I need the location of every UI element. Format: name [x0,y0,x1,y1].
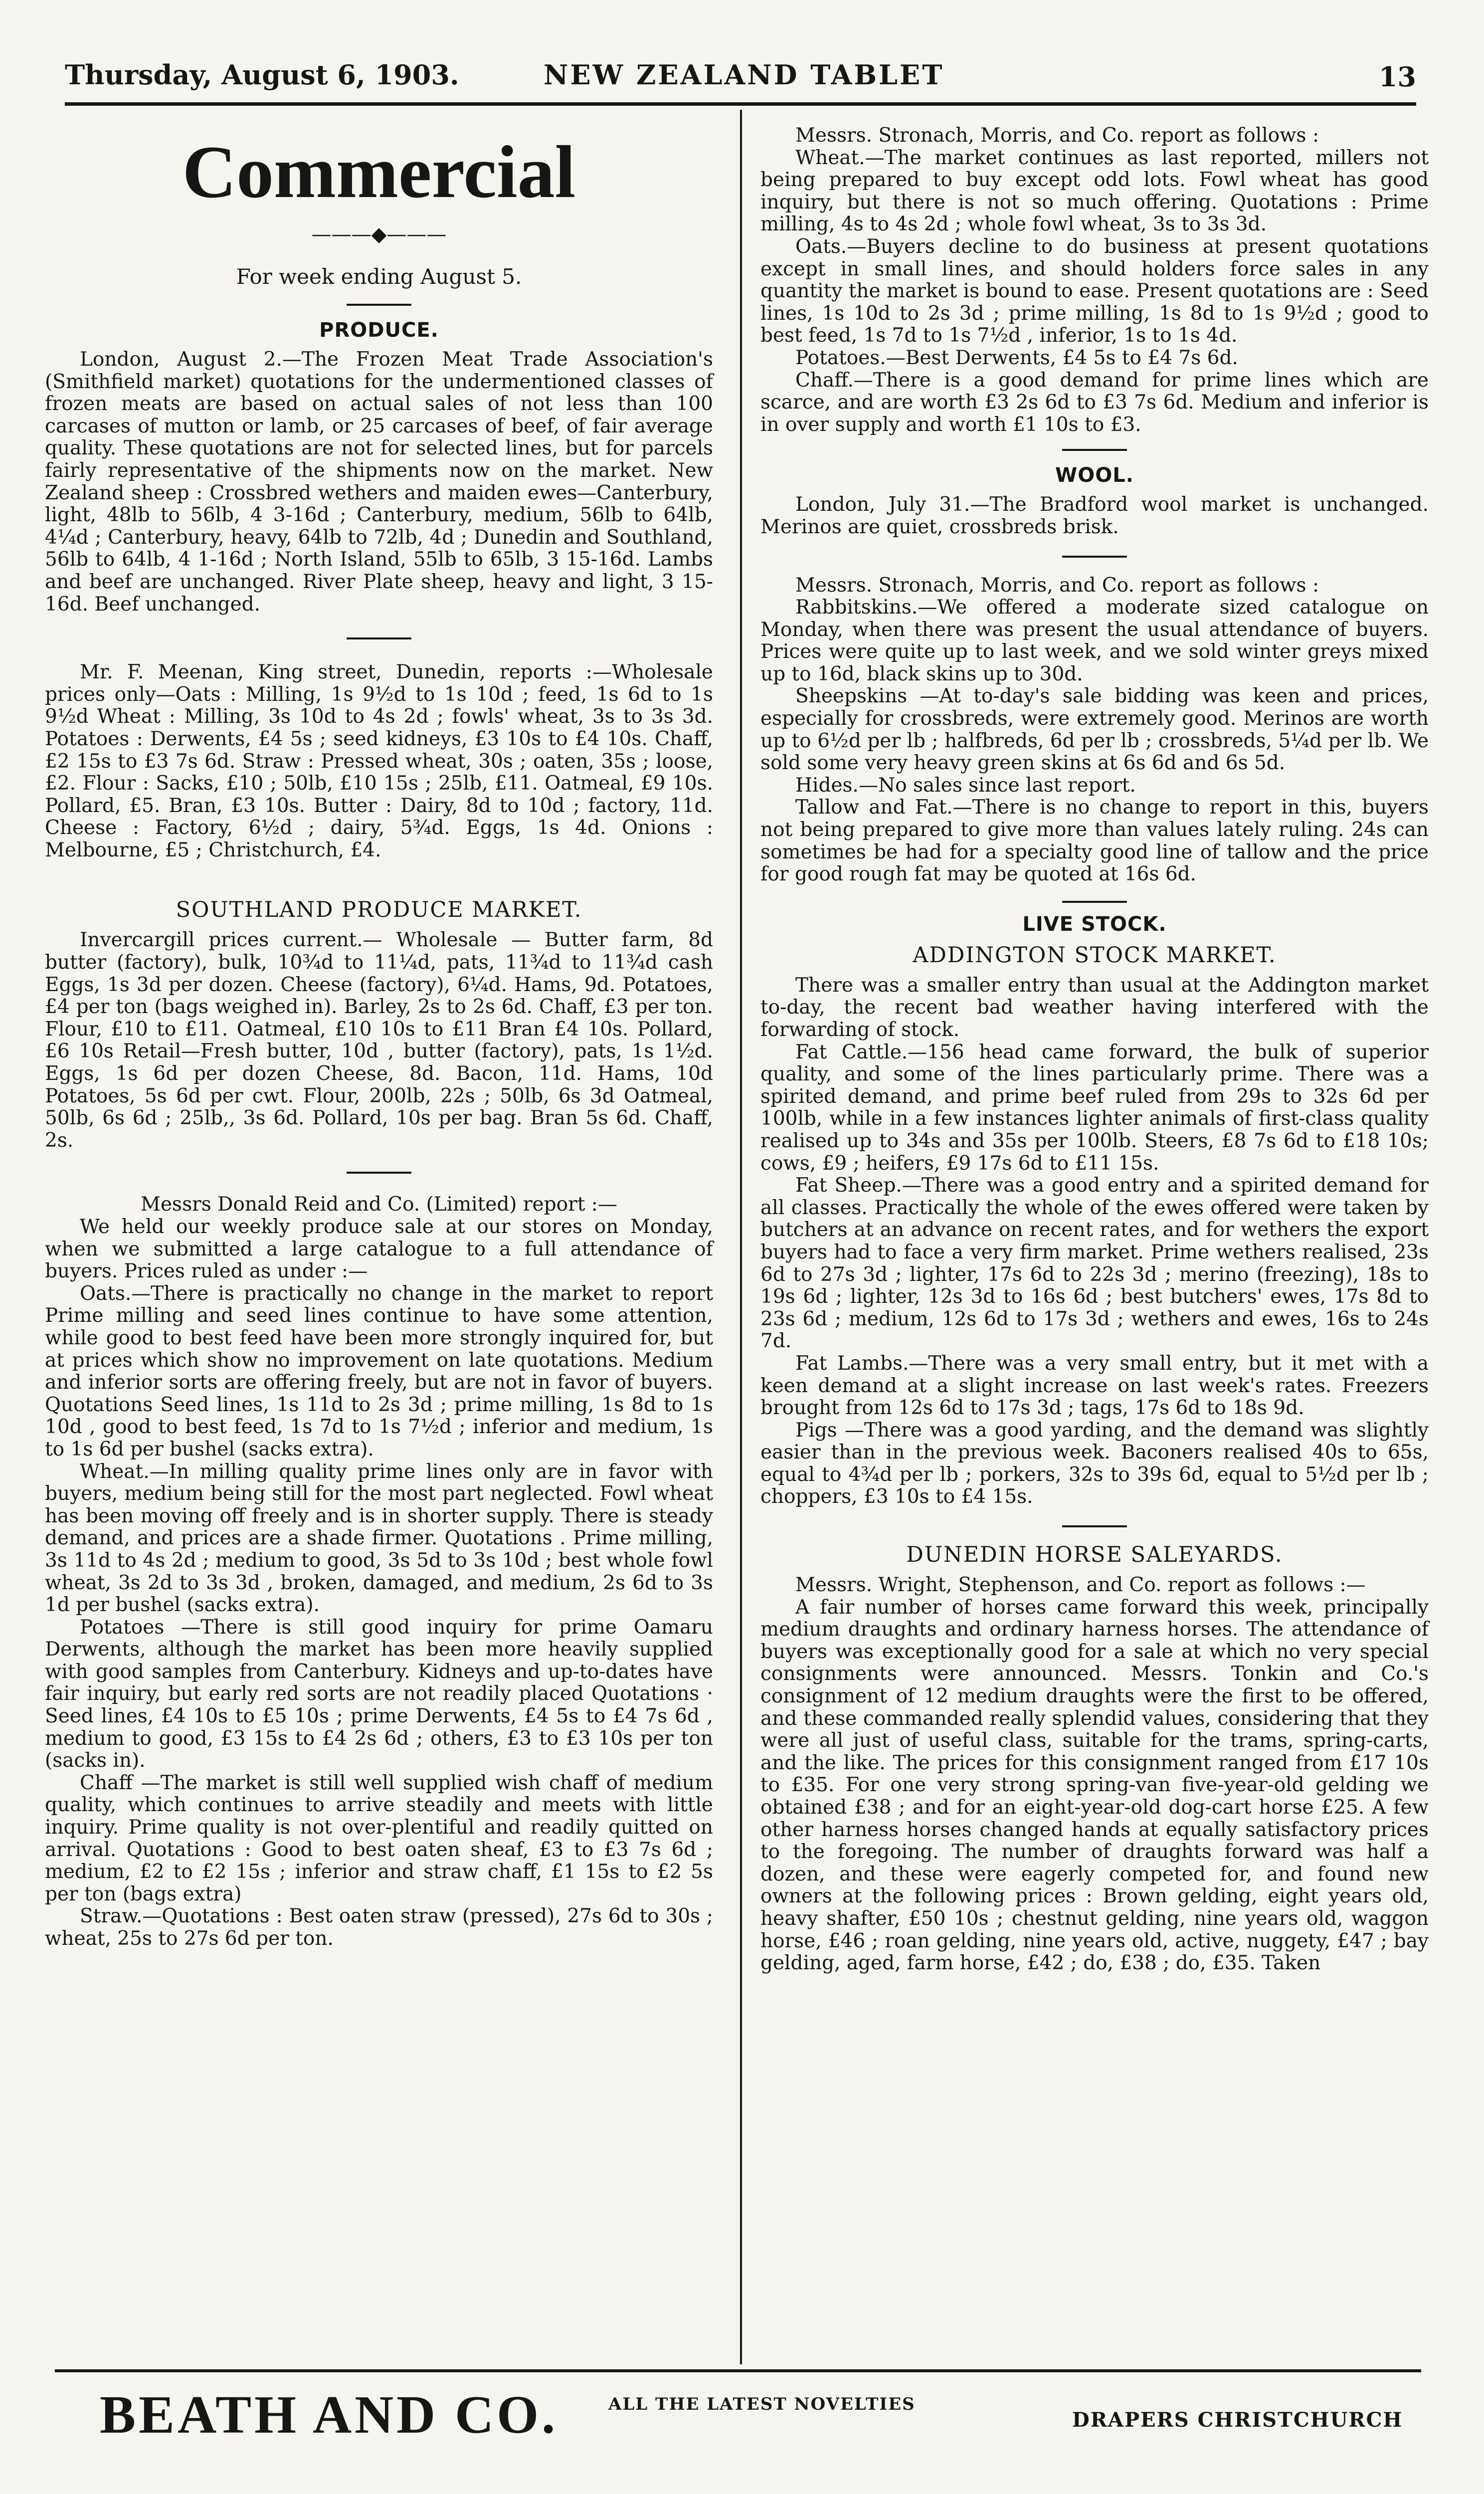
stronach-potatoes: Potatoes.—Best Derwents, £4 5s to £4 7s 6d. [795,346,1238,369]
fat-sheep-report: Fat Sheep.—There was a good entry and a spirited demand for all classes. Practically the whole of the ewes offered were taken by butchers at an advance on recent rates, and for wethers the export buyers had to face a very firm market. Prime wethers realised, 23s 6d to 27s 3d ; lighter, 17s 6d to 22s 3d ; merino (freezing), 18s to 19s 6d ; lighter, 12s 3d to 16s 6d ; best butchers' ewes, 17s 8d to 23s 6d ; medium, 12s 6d to 17s 3d ; wethers and ewes, 16s to 24s 7d. [760,1174,1429,1353]
advertiser-trade: DRAPERS CHRISTCHURCH [1072,2408,1403,2432]
footer-advert [55,2379,1421,2454]
advert-tagline: ALL THE LATEST NOVELTIES [608,2394,916,2414]
addington-report: There was a smaller entry than usual at the Addington market to-day, the recent bad weather having interfered with the forwarding of stock. [760,974,1429,1041]
fat-lambs-report: Fat Lambs.—There was a very small entry, but it met with a keen demand at a slight increase on last week's rates. Freezers brought from 12s 6d to 17s 3d ; tags, 17s 6d to 18s 9d. [760,1352,1429,1420]
short-rule [347,1172,411,1174]
short-rule [347,637,411,639]
reid-intro: Messrs Donald Reid and Co. (Limited) report :— [141,1193,617,1216]
page-header [65,50,1416,100]
page-number: 13 [1378,61,1416,93]
reid-straw: Straw.—Quotations : Best oaten straw (pressed), 27s 6d to 30s ; wheat, 25s to 27s 6d per ton. [45,1905,713,1950]
hides-report: Hides.—No sales since last report. [795,774,1136,797]
addington-heading: ADDINGTON STOCK MARKET. [913,942,1277,968]
stronach2-intro: Messrs. Stronach, Morris, and Co. report as follows : [795,574,1319,597]
reid-oats: Oats.—There is practically no change in the market to report Prime milling and seed lines continue to have some attention, while good to best feed have been more strongly inquired for, but at prices which show no improvement on late quotations. Medium and inferior sorts are offering freely, but are not in favor of buyers. Quotations Seed lines, 1s 11d to 2s 3d ; prime milling, 1s 8d to 1s 10d , good to best feed, 1s 7d to 1s 7½d ; inferior and medium, 1s to 1s 6d per bushel (sacks extra). [45,1282,713,1460]
horse-heading: DUNEDIN HORSE SALEYARDS. [906,1542,1283,1568]
frozen-meat-report: London, August 2.—The Frozen Meat Trade Association's (Smithfield market) quotations for the undermentioned classes of frozen meats are based on actual sales of not less than 100 carcases of mutton or lamb, or 25 carcases of beef, of fair average quality. These quotations are not for selected lines, but for parcels fairly representative of the shipments now on the market. New Zealand sheep : Crossbred wethers and maiden ewes—Canterbury, light, 48lb to 56lb, 4 3-16d ; Canterbury, medium, 56lb to 64lb, 4¼d ; Canterbury, heavy, 64lb to 72lb, 4d ; Dunedin and Southland, 56lb to 64lb, 4 1-16d ; North Island, 55lb to 65lb, 3 15-16d. Lambs and beef are unchanged. River Plate sheep, heavy and light, 3 15-16d. Beef unchanged. [45,348,713,616]
pigs-report: Pigs —There was a good yarding, and the demand was slightly easier than in the previous week. Baconers realised 40s to 65s, equal to 4¾d per lb ; porkers, 32s to 39s 6d, equal to 5½d per lb ; choppers, £3 10s to £4 15s. [760,1419,1429,1508]
reid-potatoes: Potatoes —There is still good inquiry for prime Oamaru Derwents, although the market has been more heavily supplied with good samples from Canterbury. Kidneys and up-to-dates have fair inquiry, but early red sorts are not readily placed Quotations · Seed lines, £4 10s to £5 10s ; prime Derwents, £4 5s to £4 7s 6d , medium to good, £3 15s to £4 2s 6d ; others, £3 to £3 10s per ton (sacks in). [45,1616,713,1772]
reid-chaff: Chaff —The market is still well supplied wish chaff of medium quality, which continues to arrive steadily and meets with little inquiry. Prime quality is not over-plentiful and readily quitted on arrival. Quotations : Good to best oaten sheaf, £3 to £3 7s 6d ; medium, £2 to £2 15s ; inferior and straw chaff, £1 15s to £2 5s per ton (bags extra) [45,1771,713,1905]
reid-wheat: Wheat.—In milling quality prime lines only are in favor with buyers, medium being still for the most part neglected. Fowl wheat has been moving off freely and is in shorter supply. There is steady demand, and prices are a shade firmer. Quotations . Prime milling, 3s 11d to 4s 2d ; medium to good, 3s 5d to 3s 10d ; best whole fowl wheat, 3s 2d to 3s 3d , broken, damaged, and medium, 2s 6d to 3s 1d per bushel (sacks extra). [45,1460,713,1617]
title-ornament: ———◆——— [311,223,447,246]
header-rule [65,102,1416,106]
meenan-report: Mr. F. Meenan, King street, Dunedin, reports :—Wholesale prices only—Oats : Milling, 1s 9½d to 1s 10d ; feed, 1s 6d to 1s 9½d Wheat : Milling, 3s 10d to 4s 2d ; fowls' wheat, 3s to 3s 3d. Potatoes : Derwents, £4 5s ; seed kidneys, £3 10s to £4 10s. Chaff, £2 15s to £3 7s 6d. Straw : Pressed wheat, 30s ; oaten, 35s ; loose, £2. Flour : Sacks, £10 ; 50lb, £10 15s ; 25lb, £11. Oatmeal, £9 10s. Pollard, £5. Bran, £3 10s. Butter : Dairy, 8d to 10d ; factory, 11d. Cheese : Factory, 6½d ; dairy, 5¾d. Eggs, 1s 4d. Onions : Melbourne, £5 ; Christchurch, £4. [45,661,713,861]
produce-heading: PRODUCE. [319,319,439,342]
horse-report: A fair number of horses came forward this week, principally medium draughts and ordinary harness horses. The attendance of buyers was exceptionally good for a sale at which no very special consignments were announced. Messrs. Tonkin and Co.'s consignment of 12 medium draughts were the first to be offered, and these commanded really splendid values, considering that they were all just of useful class, suitable for the trams, spring-carts, and the like. The prices for this consignment ranged from £17 10s to £35. For one very strong spring-van five-year-old gelding we obtained £38 ; and for an eight-year-old dog-cart horse £25. A few other harness horses changed hands at equally satisfactory prices to the foregoing. The number of draughts forward was half a dozen, and these were eagerly competed for, and found new owners at the following prices : Brown gelding, eight years old, heavy shafter, £50 10s ; chestnut gelding, nine years old, waggon horse, £46 ; roan gelding, nine years old, active, nuggety, £47 ; bay gelding, aged, farm horse, £42 ; do, £38 ; do, £35. Taken [760,1596,1429,1975]
stronach-chaff: Chaff.—There is a good demand for prime lines which are scarce, and are worth £3 2s 6d to £3 7s 6d. Medium and inferior is in over supply and worth £1 10s to £3. [760,369,1429,436]
week-ending: For week ending August 5. [236,264,522,289]
stronach-wheat: Wheat.—The market continues as last reported, millers not being prepared to buy except odd lots. Fowl wheat has good inquiry, but there is not so much offering. Quotations : Prime milling, 4s to 4s 2d ; whole fowl wheat, 3s to 3s 3d. [760,146,1429,236]
section-title: Commercial [182,131,576,213]
short-rule [1062,1525,1127,1527]
livestock-heading: LIVE STOCK. [1022,912,1167,936]
horse-intro: Messrs. Wright, Stephenson, and Co. report as follows :— [795,1574,1366,1597]
wool-report: London, July 31.—The Bradford wool market is unchanged. Merinos are quiet, crossbreds brisk. [760,493,1429,538]
fat-cattle-report: Fat Cattle.—156 head came forward, the bulk of superior quality, and some of the lines particularly prime. There was a spirited demand, and prime beef ruled from 29s to 32s 6d per 100lb, while in a few instances lighter animals of first-class quality realised up to 34s and 35s per 100lb. Steers, £8 7s 6d to £18 10s; cows, £9 ; heifers, £9 17s 6d to £11 15s. [760,1040,1429,1175]
southland-heading: SOUTHLAND PRODUCE MARKET. [176,897,582,923]
short-rule [1062,449,1127,451]
short-rule [1062,556,1127,558]
tallow-report: Tallow and Fat.—There is no change to report in this, buyers not being prepared to give more than values lately ruling. 24s can sometimes be had for a specialty good line of tallow and the price for good rough fat may be quoted at 16s 6d. [760,796,1429,886]
stronach-oats: Oats.—Buyers decline to do business at present quotations except in small lines, and should holders force sales in any quantity the market is bound to ease. Present quotations are : Seed lines, 1s 10d to 2s 3d ; prime milling, 1s 8d to 1s 9½d ; good to best feed, 1s 7d to 1s 7½d , inferior, 1s to 1s 4d. [760,235,1429,347]
rabbitskins-report: Rabbitskins.—We offered a moderate sized catalogue on Monday, when there was present the usual attendance of buyers. Prices were quite up to last week, and we sold winter greys mixed up to 16d, black skins up to 30d. [760,596,1429,685]
reid-sale: We held our weekly produce sale at our stores on Monday, when we submitted a large catalogue to a full attendance of buyers. Prices ruled as under :— [45,1216,713,1283]
column-divider [740,110,742,2364]
stronach-intro: Messrs. Stronach, Morris, and Co. report as follows : [795,124,1319,147]
short-rule [347,304,411,306]
advertiser-name: BEATH AND CO. [100,2385,558,2445]
right-column [760,125,1429,1975]
issue-date: Thursday, August 6, 1903. [65,59,459,91]
short-rule [1062,901,1127,903]
wool-heading: WOOL. [1055,464,1134,487]
southland-report: Invercargill prices current.— Wholesale — Butter farm, 8d butter (factory), bulk, 10¾d to 11¼d, pats, 11¾d to 11¾d cash Eggs, 1s 3d per dozen. Cheese (factory), 6¼d. Hams, 9d. Potatoes, £4 per ton (bags weighed in). Barley, 2s to 2s 6d. Chaff, £3 per ton. Flour, £10 to £11. Oatmeal, £10 10s to £11 Bran £4 10s. Pollard, £6 10s Retail—Fresh butter, 10d , butter (factory), pats, 1s 1½d. Eggs, 1s 6d per dozen Cheese, 8d. Bacon, 11d. Hams, 10d Potatoes, 5s 6d per cwt. Flour, 200lb, 22s ; 50lb, 6s 3d Oatmeal, 50lb, 6s 6d ; 25lb,, 3s 6d. Pollard, 10s per bag. Bran 5s 6d. Chaff, 2s. [45,929,713,1152]
footer-rule [55,2369,1421,2372]
left-column [45,125,713,1950]
sheepskins-report: Sheepskins —At to-day's sale bidding was keen and prices, especially for crossbreds, were extremely good. Merinos are worth up to 6½d per lb ; halfbreds, 6d per lb ; crossbreds, 5¼d per lb. We sold some very heavy green skins at 6s 6d and 6s 5d. [760,685,1429,775]
masthead-title: NEW ZEALAND TABLET [544,59,944,91]
